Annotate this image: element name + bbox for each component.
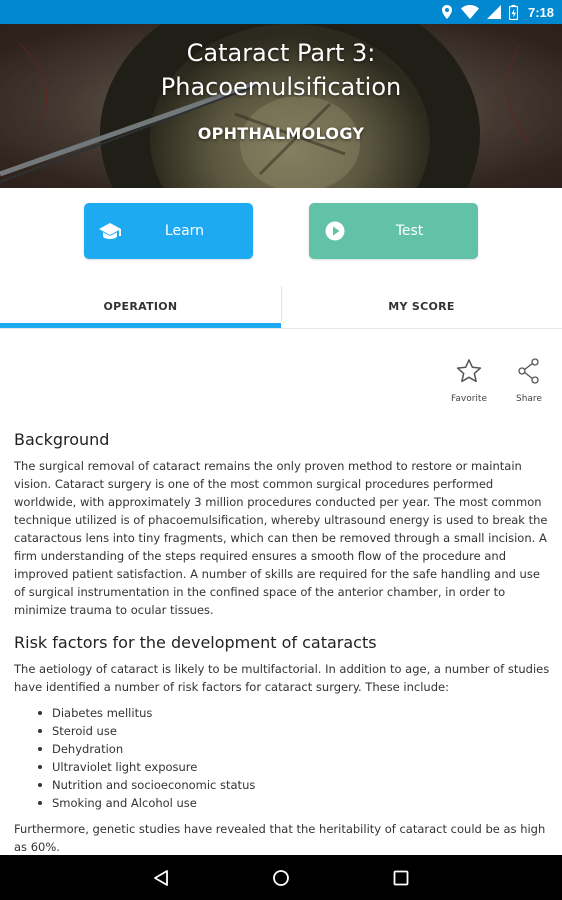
wifi-icon (461, 5, 479, 19)
list-item: Steroid use (38, 722, 550, 740)
tab-my-score[interactable]: MY SCORE (388, 300, 455, 313)
play-circle-icon (323, 219, 347, 243)
list-item: Smoking and Alcohol use (38, 794, 550, 812)
battery-icon (509, 5, 518, 20)
share-label: Share (516, 394, 542, 404)
page-title (0, 36, 562, 104)
article-content (14, 430, 550, 856)
share-icon (499, 355, 559, 387)
recents-icon[interactable] (381, 865, 421, 891)
risk-factors-heading: Risk factors for the development of cataracts (14, 633, 377, 652)
signal-icon (487, 5, 501, 19)
tab-indicator (0, 323, 281, 328)
back-icon[interactable] (141, 865, 181, 891)
test-label: Test (395, 223, 424, 239)
tab-operation[interactable]: OPERATION (103, 300, 178, 313)
share-button[interactable] (499, 355, 559, 404)
action-row (0, 203, 562, 259)
home-icon[interactable] (261, 865, 301, 891)
background-paragraph: The surgical removal of cataract remains the only proven method to restore or maintain vision. Cataract surgery is one of the most common surgical procedures performed worldwide, with approximately 3 million procedures conducted per year. The most common technique utilized is of phacoemulsification, whereby ultrasound energy is used to break the cataractous lens into tiny fragments, which can then be removed through a small incision. A firm understanding of the steps required ensures a smooth flow of the procedure and improved patient satisfaction. A number of skills are required for the safe handling and use of surgical instrumentation in the confined space of the anterior chamber, in order to minimize trauma to ocular tissues. (14, 459, 548, 617)
status-time: 7:18 (527, 4, 554, 20)
hero-banner (0, 24, 562, 188)
list-item: Dehydration (38, 740, 550, 758)
favorite-label: Favorite (451, 394, 487, 404)
test-button[interactable] (309, 203, 478, 259)
risk-factors-list (38, 704, 550, 812)
learn-button[interactable] (84, 203, 253, 259)
status-bar (0, 0, 562, 24)
title-line-2: Phacoemulsification (160, 73, 402, 101)
list-item: Ultraviolet light exposure (38, 758, 550, 776)
navigation-bar (0, 855, 562, 900)
star-icon (439, 355, 499, 387)
background-heading: Background (14, 430, 110, 449)
content-actions (402, 355, 562, 410)
graduation-cap-icon (98, 219, 122, 243)
risk-intro-paragraph: The aetiology of cataract is likely to be multifactorial. In addition to age, a number of studies have identified a number of risk factors for cataract surgery. These include: (14, 662, 550, 694)
location-icon (441, 5, 453, 19)
title-line-1: Cataract Part 3: (186, 39, 376, 67)
genetics-paragraph: Furthermore, genetic studies have revealed that the heritability of cataract could be as high as 60%. (14, 822, 546, 854)
learn-label: Learn (164, 223, 205, 239)
list-item: Diabetes mellitus (38, 704, 550, 722)
list-item: Nutrition and socioeconomic status (38, 776, 550, 794)
tab-bar (0, 284, 562, 329)
favorite-button[interactable] (439, 355, 499, 404)
category-label: OPHTHALMOLOGY (197, 124, 365, 143)
